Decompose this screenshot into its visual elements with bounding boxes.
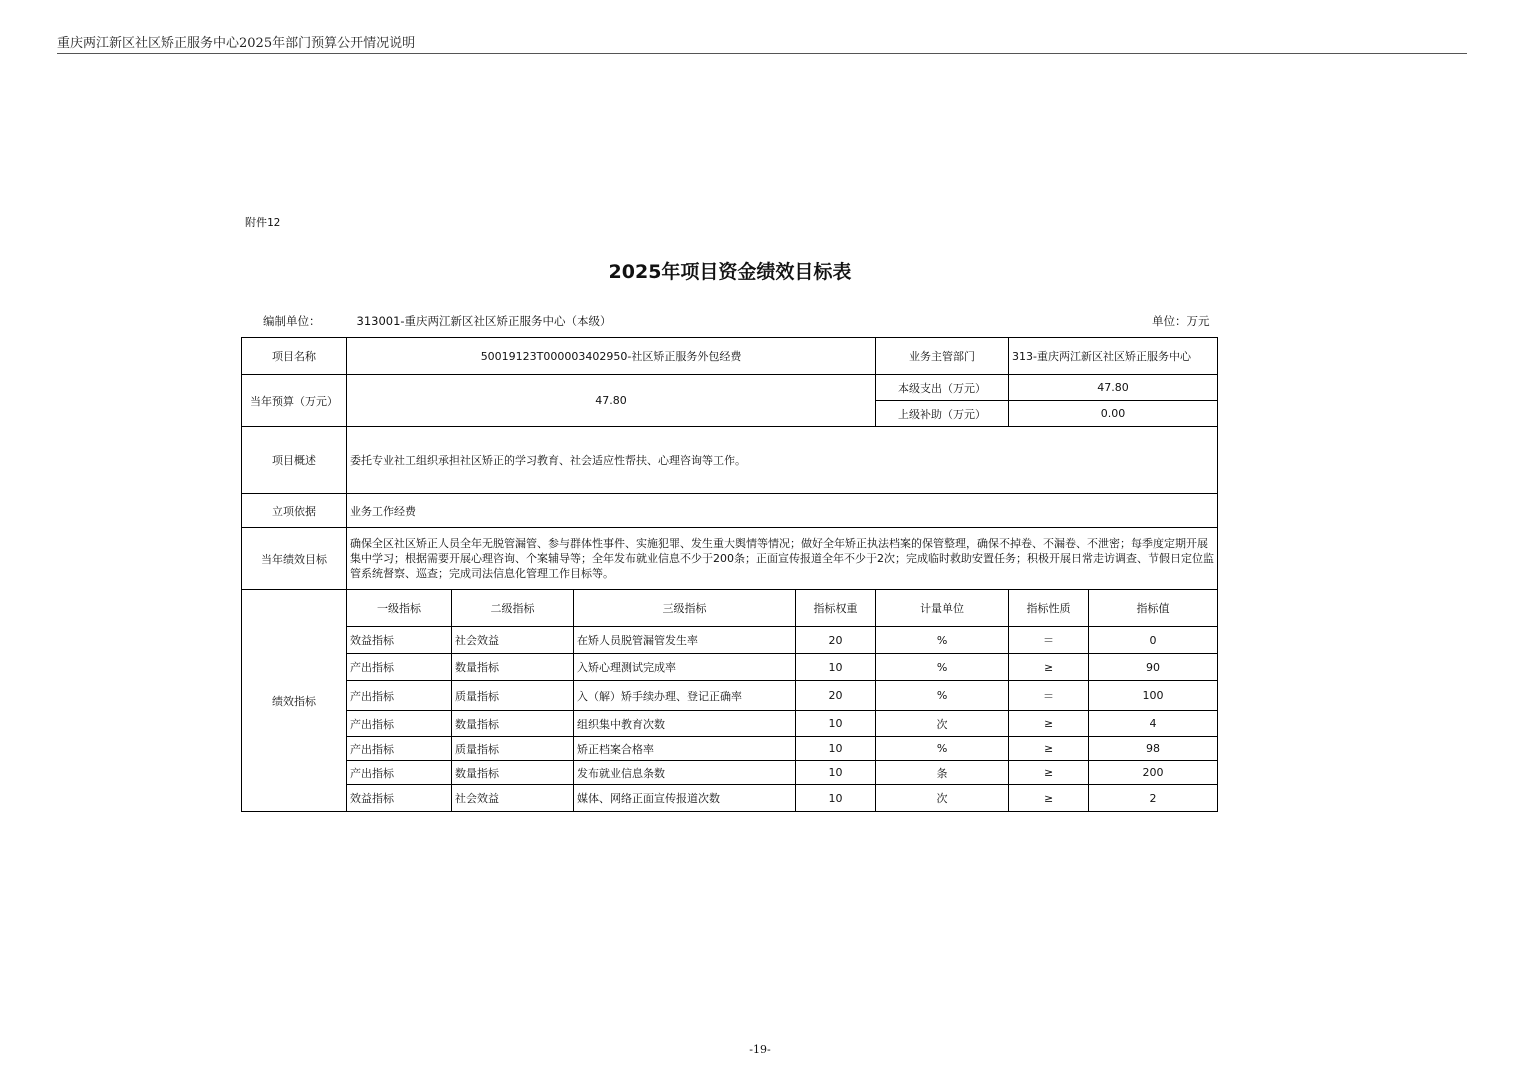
cell-value: 4 [1089,711,1218,737]
cell-level1: 产出指标 [347,711,452,737]
cell-weight: 10 [796,654,876,681]
cell-weight: 10 [796,711,876,737]
cell-unit: 次 [876,785,1009,812]
cell-value: 98 [1089,737,1218,761]
cell-nature: ≥ [1009,711,1089,737]
cell-level2: 数量指标 [452,654,574,681]
cell-weight: 10 [796,785,876,812]
cell-nature: ≥ [1009,654,1089,681]
own-expense-label: 本级支出（万元） [876,375,1009,401]
cell-value: 0 [1089,627,1218,654]
basis-label: 立项依据 [242,494,347,528]
upper-subsidy-value: 0.00 [1009,401,1218,427]
col-header-level3: 三级指标 [574,590,796,627]
cell-unit: 次 [876,711,1009,737]
dept-value: 313-重庆两江新区社区矫正服务中心 [1009,338,1218,375]
dept-label: 业务主管部门 [876,338,1009,375]
goal-value: 确保全区社区矫正人员全年无脱管漏管、参与群体性事件、实施犯罪、发生重大舆情等情况；做好全年矫正执法档案的保管整理，确保不掉卷、不漏卷、不泄密；每季度定期开展集中学习；根据需要开展心理咨询、个案辅导等；全年发布就业信息不少于200条；正面宣传报道全年不少于2次；完成临时救助安置任务；积极开展日常走访调查、节假日定位监管系统督察、巡查；完成司法信息化管理工作目标等。 [347,528,1218,590]
cell-unit: % [876,627,1009,654]
unit-label: 单位：万元 [1152,314,1210,328]
performance-table [241,337,1218,812]
budget-value: 47.80 [347,375,876,427]
cell-value: 90 [1089,654,1218,681]
own-expense-value: 47.80 [1009,375,1218,401]
document-title: 2025年项目资金绩效目标表 [608,261,852,283]
cell-nature: ＝ [1009,627,1089,654]
org-label: 编制单位： [263,314,321,328]
cell-level3: 发布就业信息条数 [574,761,796,785]
cell-level1: 产出指标 [347,737,452,761]
header-rule [57,53,1467,54]
table-row [242,737,1218,761]
goal-label: 当年绩效目标 [242,528,347,590]
indicators-label: 绩效指标 [242,590,347,812]
cell-weight: 20 [796,681,876,711]
cell-weight: 20 [796,627,876,654]
cell-nature: ＝ [1009,681,1089,711]
cell-level1: 产出指标 [347,681,452,711]
cell-unit: % [876,737,1009,761]
running-title: 重庆两江新区社区矫正服务中心2025年部门预算公开情况说明 [57,36,416,51]
cell-value: 100 [1089,681,1218,711]
table-row [242,654,1218,681]
cell-level1: 效益指标 [347,785,452,812]
col-header-level2: 二级指标 [452,590,574,627]
cell-level3: 入（解）矫手续办理、登记正确率 [574,681,796,711]
org-info [263,313,612,329]
org-value: 313001-重庆两江新区社区矫正服务中心（本级） [356,314,612,328]
upper-subsidy-label: 上级补助（万元） [876,401,1009,427]
cell-level3: 组织集中教育次数 [574,711,796,737]
cell-weight: 10 [796,737,876,761]
cell-value: 2 [1089,785,1218,812]
overview-label: 项目概述 [242,427,347,494]
col-header-nature: 指标性质 [1009,590,1089,627]
project-name-value: 50019123T000003402950-社区矫正服务外包经费 [347,338,876,375]
col-header-value: 指标值 [1089,590,1218,627]
cell-level1: 产出指标 [347,761,452,785]
table-row [242,711,1218,737]
col-header-level1: 一级指标 [347,590,452,627]
cell-nature: ≥ [1009,737,1089,761]
cell-level2: 质量指标 [452,681,574,711]
attachment-label: 附件12 [245,216,281,229]
cell-nature: ≥ [1009,761,1089,785]
table-row [242,627,1218,654]
cell-level2: 数量指标 [452,711,574,737]
table-row [242,761,1218,785]
table-row [242,785,1218,812]
budget-label: 当年预算（万元） [242,375,347,427]
cell-unit: % [876,681,1009,711]
cell-level3: 矫正档案合格率 [574,737,796,761]
cell-level3: 入矫心理测试完成率 [574,654,796,681]
cell-level3: 在矫人员脱管漏管发生率 [574,627,796,654]
col-header-weight: 指标权重 [796,590,876,627]
cell-level2: 数量指标 [452,761,574,785]
cell-unit: 条 [876,761,1009,785]
cell-nature: ≥ [1009,785,1089,812]
project-name-label: 项目名称 [242,338,347,375]
basis-value: 业务工作经费 [347,494,1218,528]
cell-level3: 媒体、网络正面宣传报道次数 [574,785,796,812]
cell-level1: 产出指标 [347,654,452,681]
cell-level2: 质量指标 [452,737,574,761]
table-row [242,681,1218,711]
cell-level1: 效益指标 [347,627,452,654]
cell-weight: 10 [796,761,876,785]
cell-unit: % [876,654,1009,681]
page-number: -19- [749,1043,771,1056]
cell-level2: 社会效益 [452,785,574,812]
cell-level2: 社会效益 [452,627,574,654]
col-header-unit: 计量单位 [876,590,1009,627]
overview-value: 委托专业社工组织承担社区矫正的学习教育、社会适应性帮扶、心理咨询等工作。 [347,427,1218,494]
cell-value: 200 [1089,761,1218,785]
